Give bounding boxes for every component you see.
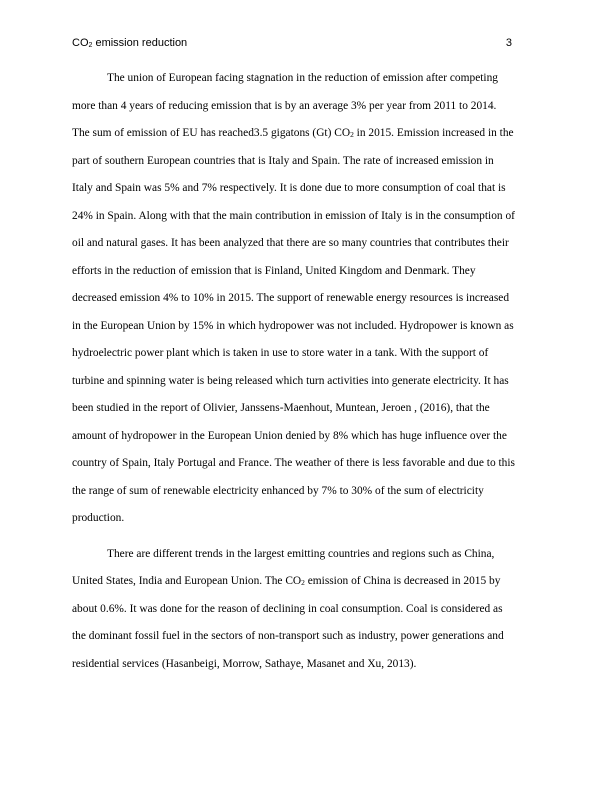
text-line [72,203,542,231]
text-line [72,313,542,341]
text-line [72,505,542,533]
text-segment: the dominant fossil fuel in the sectors of non-transport such as industry, power generations and [72,630,504,642]
text-segment: There are different trends in the largest emitting countries and regions such as China, [107,547,495,560]
subscript: 2 [350,130,354,139]
running-head-text-suffix: emission reduction [92,37,188,49]
text-line [72,596,542,624]
text-segment: oil and natural gases. It has been analyzed that there are so many countries that contributes their [72,237,509,249]
text-segment: decreased emission 4% to 10% in 2015. The support of renewable energy resources is increased [72,292,510,304]
text-segment: The sum of emission of EU has reached3.5 gigatons (Gt) CO [72,127,351,139]
text-line [72,230,542,258]
text-line [72,423,542,451]
text-line [72,395,542,423]
text-line [72,65,542,93]
text-line [72,651,542,679]
text-segment: efforts in the reduction of emission that is Finland, United Kingdom and Denmark. They [72,264,476,277]
running-head-title [72,37,187,49]
text-segment: part of southern European countries that is Italy and Spain. The rate of increased emission in [72,154,494,167]
text-segment: production. [72,512,125,524]
running-head-subscript: 2 [88,42,93,49]
text-line [72,148,542,176]
text-line [72,285,542,313]
paragraph [72,541,542,679]
text-line [72,623,542,651]
text-line [72,120,542,148]
body-text [72,65,542,678]
text-segment: in 2015. Emission increased in the [353,127,514,139]
paragraph [72,65,542,533]
text-segment: country of Spain, Italy Portugal and France. The weather of there is less favorable and due to this [72,457,515,469]
text-line [72,568,542,596]
text-segment: in the European Union by 15% in which hydropower was not included. Hydropower is known as [72,319,514,332]
text-line [72,258,542,286]
text-line [72,541,542,569]
text-line [72,368,542,396]
text-segment: turbine and spinning water is being released which turn activities into generate electricity. It has [72,374,509,387]
text-segment: Italy and Spain was 5% and 7% respectively. It is done due to more consumption of coal that is [72,182,506,194]
running-head-text: CO [72,37,89,49]
text-segment: the range of sum of renewable electricity enhanced by 7% to 30% of the sum of electricity [72,484,484,497]
text-line [72,450,542,478]
text-segment: about 0.6%. It was done for the reason of declining in coal consumption. Coal is considered as [72,602,503,615]
page-header [72,37,512,53]
text-segment: amount of hydropower in the European Union denied by 8% which has huge influence over the [72,429,507,442]
text-segment: United States, India and European Union. The CO [72,575,302,587]
text-segment: hydroelectric power plant which is taken in use to store water in a tank. With the support of [72,347,489,359]
text-segment: 24% in Spain. Along with that the main contribution in emission of Italy is in the consumption of [72,209,515,222]
text-line [72,340,542,368]
text-segment: been studied in the report of Olivier, Janssens-Maenhout, Muntean, Jeroen , (2016), that the [72,402,490,414]
text-segment: emission of China is decreased in 2015 by [304,575,501,587]
subscript: 2 [301,578,305,587]
text-segment: residential services (Hasanbeigi, Morrow, Sathaye, Masanet and Xu, 2013). [72,657,417,670]
text-line [72,478,542,506]
text-segment: more than 4 years of reducing emission that is by an average 3% per year from 2011 to 2014. [72,99,497,112]
text-line [72,93,542,121]
text-line [72,175,542,203]
text-segment: The union of European facing stagnation in the reduction of emission after competing [107,72,498,84]
page-number: 3 [505,37,512,49]
